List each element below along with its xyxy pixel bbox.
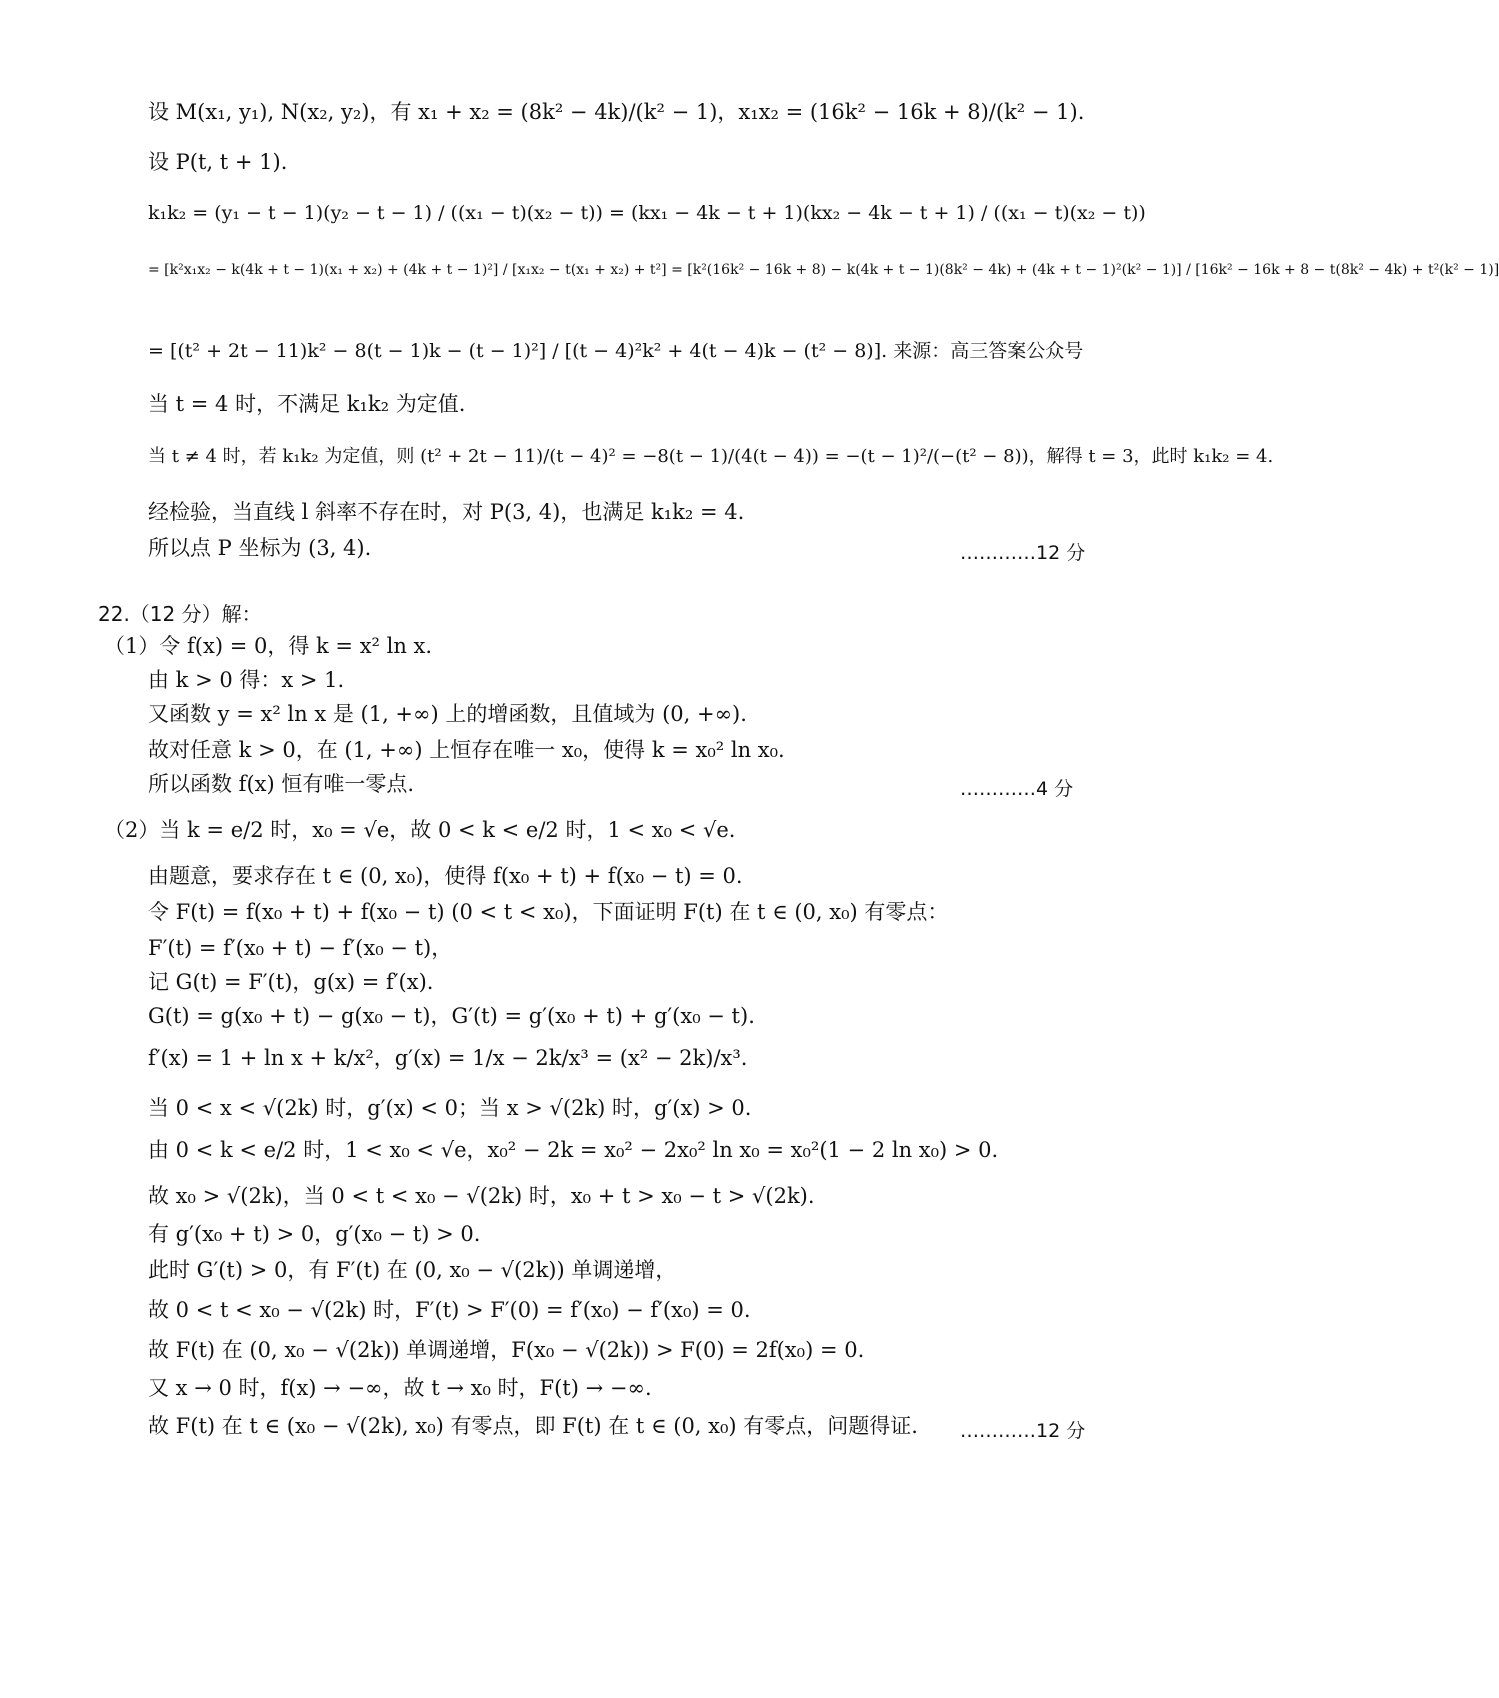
line-22-1-a: （1）令 f(x) = 0，得 k = x² ln x. xyxy=(104,634,433,658)
line-22-2-p: 故 F(t) 在 t ∈ (x₀ − √(2k), x₀) 有零点，即 F(t) 在 t ∈ (0, x₀) 有零点，问题得证. xyxy=(148,1414,918,1438)
line-k1k2-def: k₁k₂ = (y₁ − t − 1)(y₂ − t − 1) / ((x₁ − t)(x₂ − t)) = (kx₁ − 4k − t + 1)(kx₂ − 4k − t + 1) / ((x₁ − t)(x₂ − t)) xyxy=(148,202,1146,224)
line-set-P: 设 P(t, t + 1). xyxy=(148,150,288,174)
line-22-2-f: G(t) = g(x₀ + t) − g(x₀ − t)，G′(t) = g′(x₀ + t) + g′(x₀ − t). xyxy=(148,1004,755,1028)
line-22-2-h: 当 0 < x < √(2k) 时，g′(x) < 0；当 x > √(2k) 时，g′(x) > 0. xyxy=(148,1096,752,1120)
line-22-2-m: 故 0 < t < x₀ − √(2k) 时，F′(t) > F′(0) = f′(x₀) − f′(x₀) = 0. xyxy=(148,1298,751,1322)
line-22-2-k: 有 g′(x₀ + t) > 0，g′(x₀ − t) > 0. xyxy=(148,1222,481,1246)
line-22-1-c: 又函数 y = x² ln x 是 (1, +∞) 上的增函数，且值域为 (0, +∞). xyxy=(148,702,747,726)
score-21: …………12 分 xyxy=(960,542,1086,564)
line-k1k2-simplified: = [(t² + 2t − 11)k² − 8(t − 1)k − (t − 1)²] / [(t − 4)²k² + 4(t − 4)k − (t² − 8)]. 来源：高三答案公众号 xyxy=(148,340,1084,362)
line-22-1-e: 所以函数 f(x) 恒有唯一零点. xyxy=(148,772,415,796)
line-22-2-g: f′(x) = 1 + ln x + k/x²，g′(x) = 1/x − 2k/x³ = (x² − 2k)/x³. xyxy=(148,1046,748,1070)
score-22-2: …………12 分 xyxy=(960,1420,1086,1442)
line-t-neq-4: 当 t ≠ 4 时，若 k₁k₂ 为定值，则 (t² + 2t − 11)/(t − 4)² = −8(t − 1)/(4(t − 4)) = −(t − 1)²/(−(t² − 8))，解得 t = 3，此时 k₁k₂ = 4. xyxy=(148,446,1274,467)
line-t-eq-4: 当 t = 4 时，不满足 k₁k₂ 为定值. xyxy=(148,392,466,416)
line-22-2-e: 记 G(t) = F′(t)，g(x) = f′(x). xyxy=(148,970,434,994)
line-k1k2-expand: = [k²x₁x₂ − k(4k + t − 1)(x₁ + x₂) + (4k + t − 1)²] / [x₁x₂ − t(x₁ + x₂) + t²] = [k²(16k² − 16k + 8) − k(4k + t − 1)(8k² − 4k) + (4k + t − 1)²(k² − 1)] / [16k² − 16k + 8 − t(8k² − 4k) + t²(k² − 1)] xyxy=(148,262,1499,278)
score-22-1: …………4 分 xyxy=(960,778,1074,800)
line-conclusion-P: 所以点 P 坐标为 (3, 4). xyxy=(148,536,372,560)
problem-22-heading: 22.（12 分）解： xyxy=(98,602,262,626)
line-22-2-a: （2）当 k = e/2 时，x₀ = √e，故 0 < k < e/2 时，1 < x₀ < √e. xyxy=(104,818,736,842)
line-22-2-d: F′(t) = f′(x₀ + t) − f′(x₀ − t)， xyxy=(148,936,453,960)
line-set-MN: 设 M(x₁, y₁), N(x₂, y₂)，有 x₁ + x₂ = (8k² − 4k)/(k² − 1)，x₁x₂ = (16k² − 16k + 8)/(k² − 1). xyxy=(148,100,1085,124)
line-22-2-n: 故 F(t) 在 (0, x₀ − √(2k)) 单调递增，F(x₀ − √(2k)) > F(0) = 2f(x₀) = 0. xyxy=(148,1338,865,1362)
line-22-1-d: 故对任意 k > 0，在 (1, +∞) 上恒存在唯一 x₀，使得 k = x₀² ln x₀. xyxy=(148,738,785,762)
line-verify: 经检验，当直线 l 斜率不存在时，对 P(3, 4)，也满足 k₁k₂ = 4. xyxy=(148,500,745,524)
line-22-2-l: 此时 G′(t) > 0，有 F′(t) 在 (0, x₀ − √(2k)) 单调递增， xyxy=(148,1258,677,1282)
line-22-2-o: 又 x → 0 时，f(x) → −∞，故 t → x₀ 时，F(t) → −∞. xyxy=(148,1376,652,1400)
line-22-2-i: 由 0 < k < e/2 时，1 < x₀ < √e，x₀² − 2k = x₀² − 2x₀² ln x₀ = x₀²(1 − 2 ln x₀) > 0. xyxy=(148,1138,999,1162)
line-22-1-b: 由 k > 0 得：x > 1. xyxy=(148,668,345,692)
line-22-2-c: 令 F(t) = f(x₀ + t) + f(x₀ − t) (0 < t < x₀)，下面证明 F(t) 在 t ∈ (0, x₀) 有零点： xyxy=(148,900,949,924)
line-22-2-b: 由题意，要求存在 t ∈ (0, x₀)，使得 f(x₀ + t) + f(x₀ − t) = 0. xyxy=(148,864,743,888)
line-22-2-j: 故 x₀ > √(2k)，当 0 < t < x₀ − √(2k) 时，x₀ + t > x₀ − t > √(2k). xyxy=(148,1184,815,1208)
